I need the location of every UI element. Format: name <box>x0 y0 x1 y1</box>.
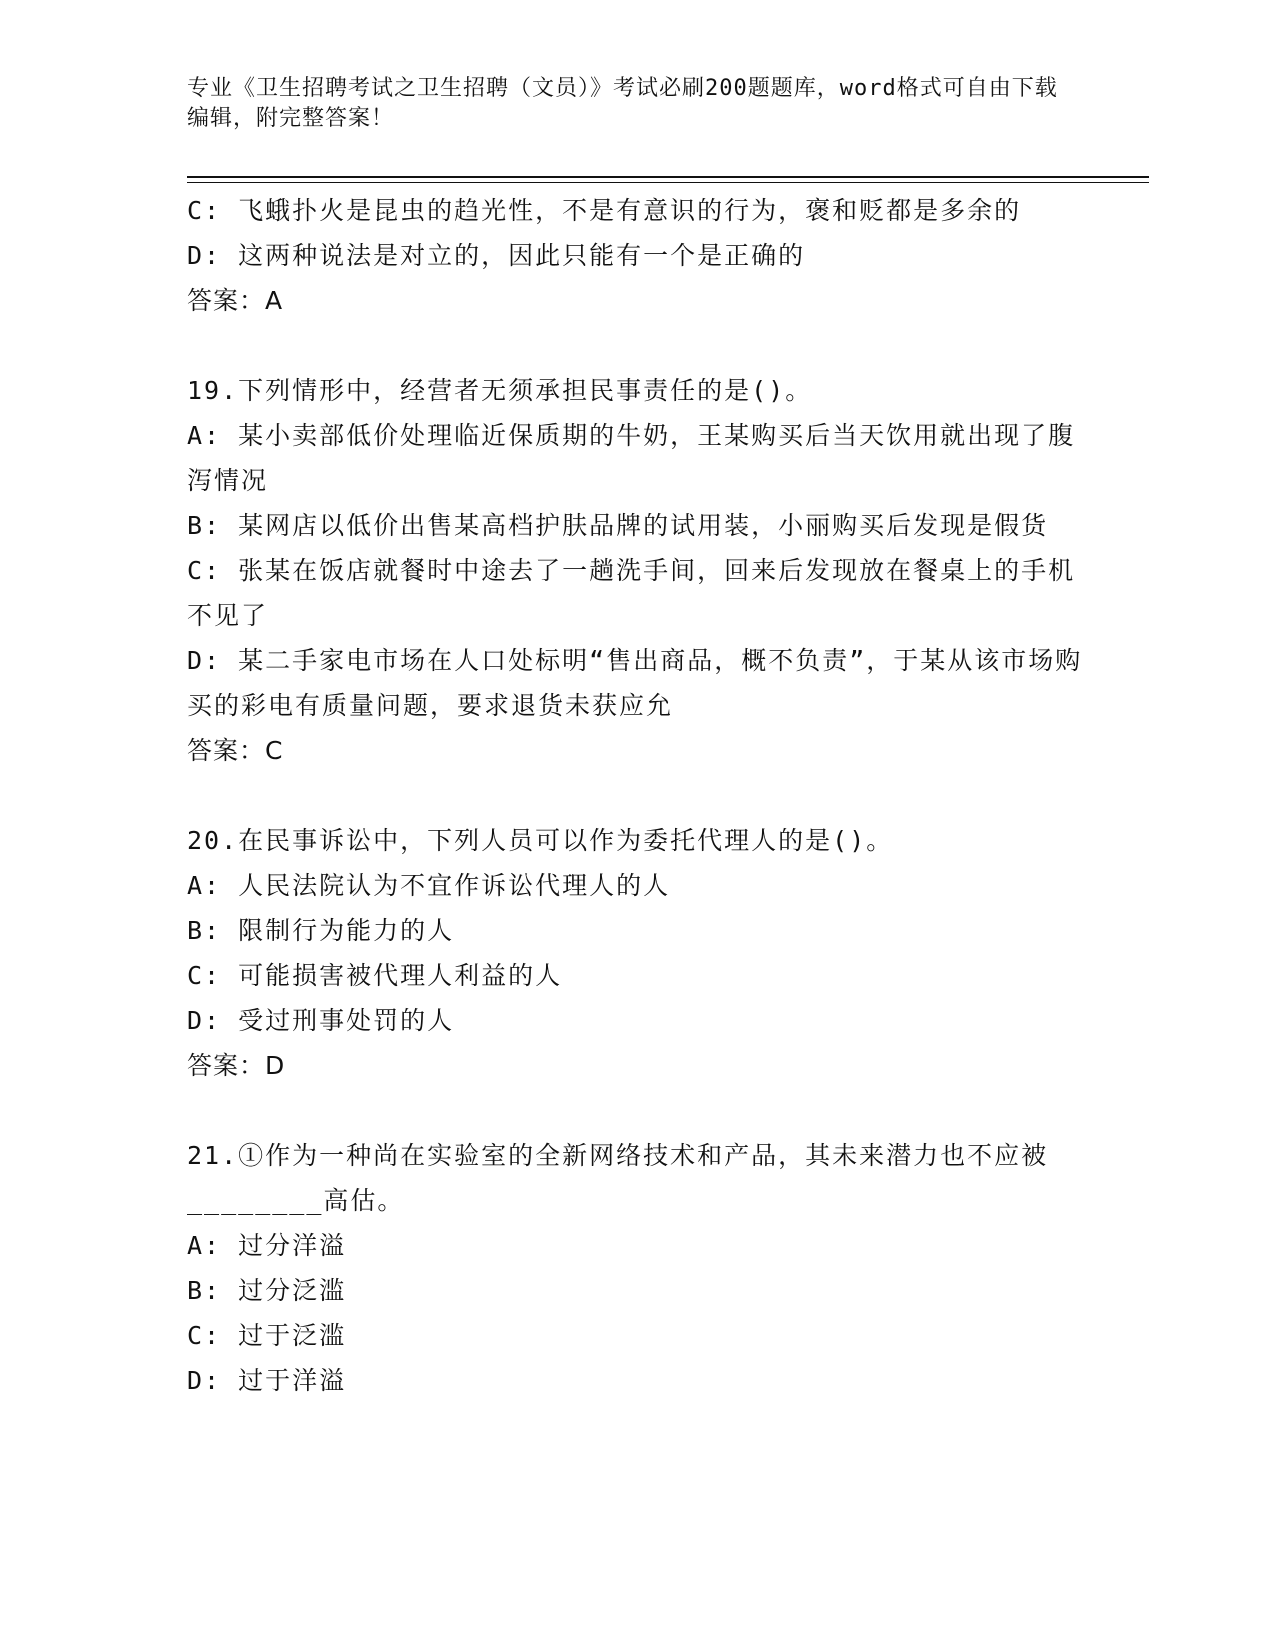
question-block-18 <box>187 188 1087 323</box>
question-stem: 21.①作为一种尚在实验室的全新网络技术和产品，其未来潜力也不应被________高估。 <box>187 1141 1049 1215</box>
question-content <box>187 188 1087 1403</box>
option-d: D: 受过刑事处罚的人 <box>187 1006 455 1035</box>
option-d: D: 过于洋溢 <box>187 1366 347 1395</box>
question-block-20 <box>187 818 1087 1088</box>
option-b: B: 限制行为能力的人 <box>187 916 455 945</box>
spacer <box>187 323 1087 368</box>
option-b: B: 某网店以低价出售某高档护肤品牌的试用装，小丽购买后发现是假货 <box>187 511 1049 540</box>
option-a: A: 过分洋溢 <box>187 1231 347 1260</box>
answer-line: 答案：C <box>187 736 284 765</box>
header-rule-thick <box>187 176 1149 178</box>
question-stem: 19.下列情形中，经营者无须承担民事责任的是()。 <box>187 376 813 405</box>
option-c: C: 飞蛾扑火是昆虫的趋光性，不是有意识的行为，褒和贬都是多余的 <box>187 196 1022 225</box>
question-block-19 <box>187 368 1087 773</box>
spacer <box>187 1088 1087 1133</box>
option-a: A: 人民法院认为不宜作诉讼代理人的人 <box>187 871 671 900</box>
option-c: C: 张某在饭店就餐时中途去了一趟洗手间，回来后发现放在餐桌上的手机不见了 <box>187 556 1076 630</box>
option-a: A: 某小卖部低价处理临近保质期的牛奶，王某购买后当天饮用就出现了腹泻情况 <box>187 421 1076 495</box>
option-c: C: 可能损害被代理人利益的人 <box>187 961 563 990</box>
document-header: 专业《卫生招聘考试之卫生招聘（文员）》考试必刷200题题库，word格式可自由下载编辑，附完整答案！ <box>187 76 1058 131</box>
question-stem: 20.在民事诉讼中，下列人员可以作为委托代理人的是()。 <box>187 826 894 855</box>
option-d: D: 某二手家电市场在人口处标明“售出商品，概不负责”，于某从该市场购买的彩电有质量问题，要求退货未获应允 <box>187 646 1083 720</box>
header-rule-thin <box>187 182 1149 183</box>
option-c: C: 过于泛滥 <box>187 1321 347 1350</box>
answer-line: 答案：D <box>187 1051 286 1080</box>
answer-line: 答案：A <box>187 286 284 315</box>
question-block-21 <box>187 1133 1087 1403</box>
spacer <box>187 773 1087 818</box>
option-d: D: 这两种说法是对立的，因此只能有一个是正确的 <box>187 241 806 270</box>
option-b: B: 过分泛滥 <box>187 1276 347 1305</box>
